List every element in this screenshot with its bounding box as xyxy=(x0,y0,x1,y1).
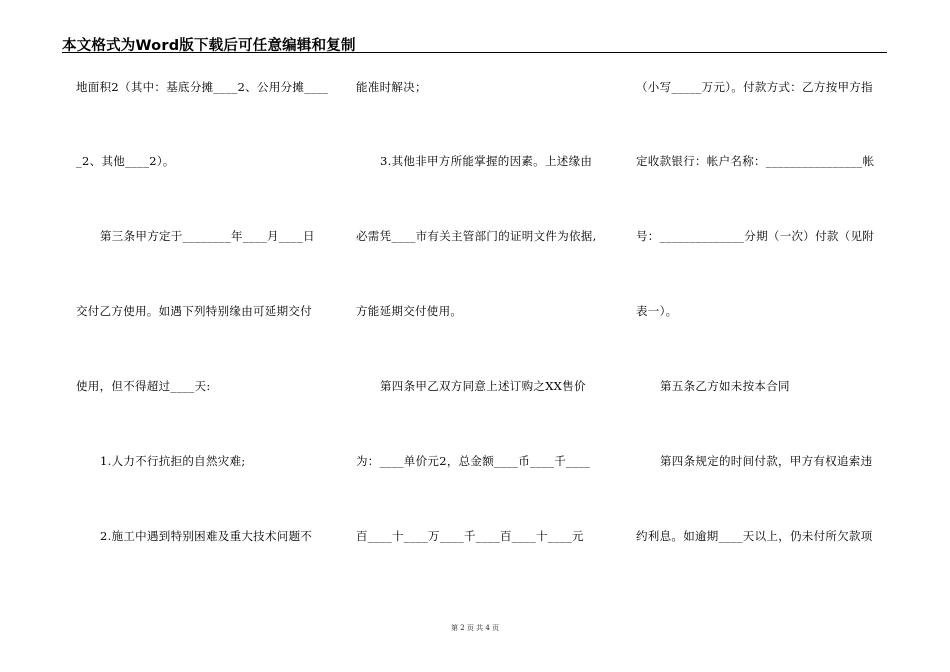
text-line: 1.人力不行抗拒的自然灾难; xyxy=(100,454,246,468)
text-column-3 xyxy=(636,62,891,582)
text-column-1 xyxy=(76,62,331,582)
text-line: 2.施工中遇到特别困难及重大技术问题不 xyxy=(100,529,313,543)
text-line: 交付乙方使用。如遇下列特别缘由可延期交付 xyxy=(76,304,312,318)
text-line: 能准时解决； xyxy=(356,80,427,94)
text-line: 号：______________分期（一次）付款（见附 xyxy=(636,229,875,243)
text-column-2 xyxy=(356,62,611,582)
text-line: （小写_____万元）。付款方式：乙方按甲方指 xyxy=(636,80,873,94)
text-line: 第三条甲方定于________年____月____日 xyxy=(100,229,315,243)
document-header-title: 本文格式为Word版下载后可任意编辑和复制 xyxy=(62,38,356,54)
text-line: 必需凭____市有关主管部门的证明文件为依据, xyxy=(356,229,597,243)
text-line: 定收款银行：帐户名称：________________帐 xyxy=(636,154,875,168)
text-line: 第四条甲乙双方同意上述订购之XX售价 xyxy=(380,379,586,393)
text-line: _2、其他____2）。 xyxy=(76,154,175,168)
text-line: 为：____单价元2，总金额____币____千____ xyxy=(356,454,591,468)
text-line: 方能延期交付使用。 xyxy=(356,304,463,318)
text-line: 表一）。 xyxy=(636,304,678,318)
text-line: 地面积2（其中：基底分摊____2、公用分摊____ xyxy=(76,80,329,94)
text-line: 使用，但不得超过____天: xyxy=(76,379,211,393)
text-line: 第五条乙方如未按本合同 xyxy=(660,379,790,393)
header-divider xyxy=(62,52,887,53)
text-line: 百____十____万____千____百____十____元 xyxy=(356,529,584,543)
text-line: 第四条规定的时间付款，甲方有权追索违 xyxy=(660,454,873,468)
text-line: 3.其他非甲方所能掌握的因素。上述缘由 xyxy=(380,154,593,168)
page-number: 第 2 页 共 4 页 xyxy=(450,624,500,632)
text-line: 约利息。如逾期____天以上，仍未付所欠款项 xyxy=(636,529,873,543)
